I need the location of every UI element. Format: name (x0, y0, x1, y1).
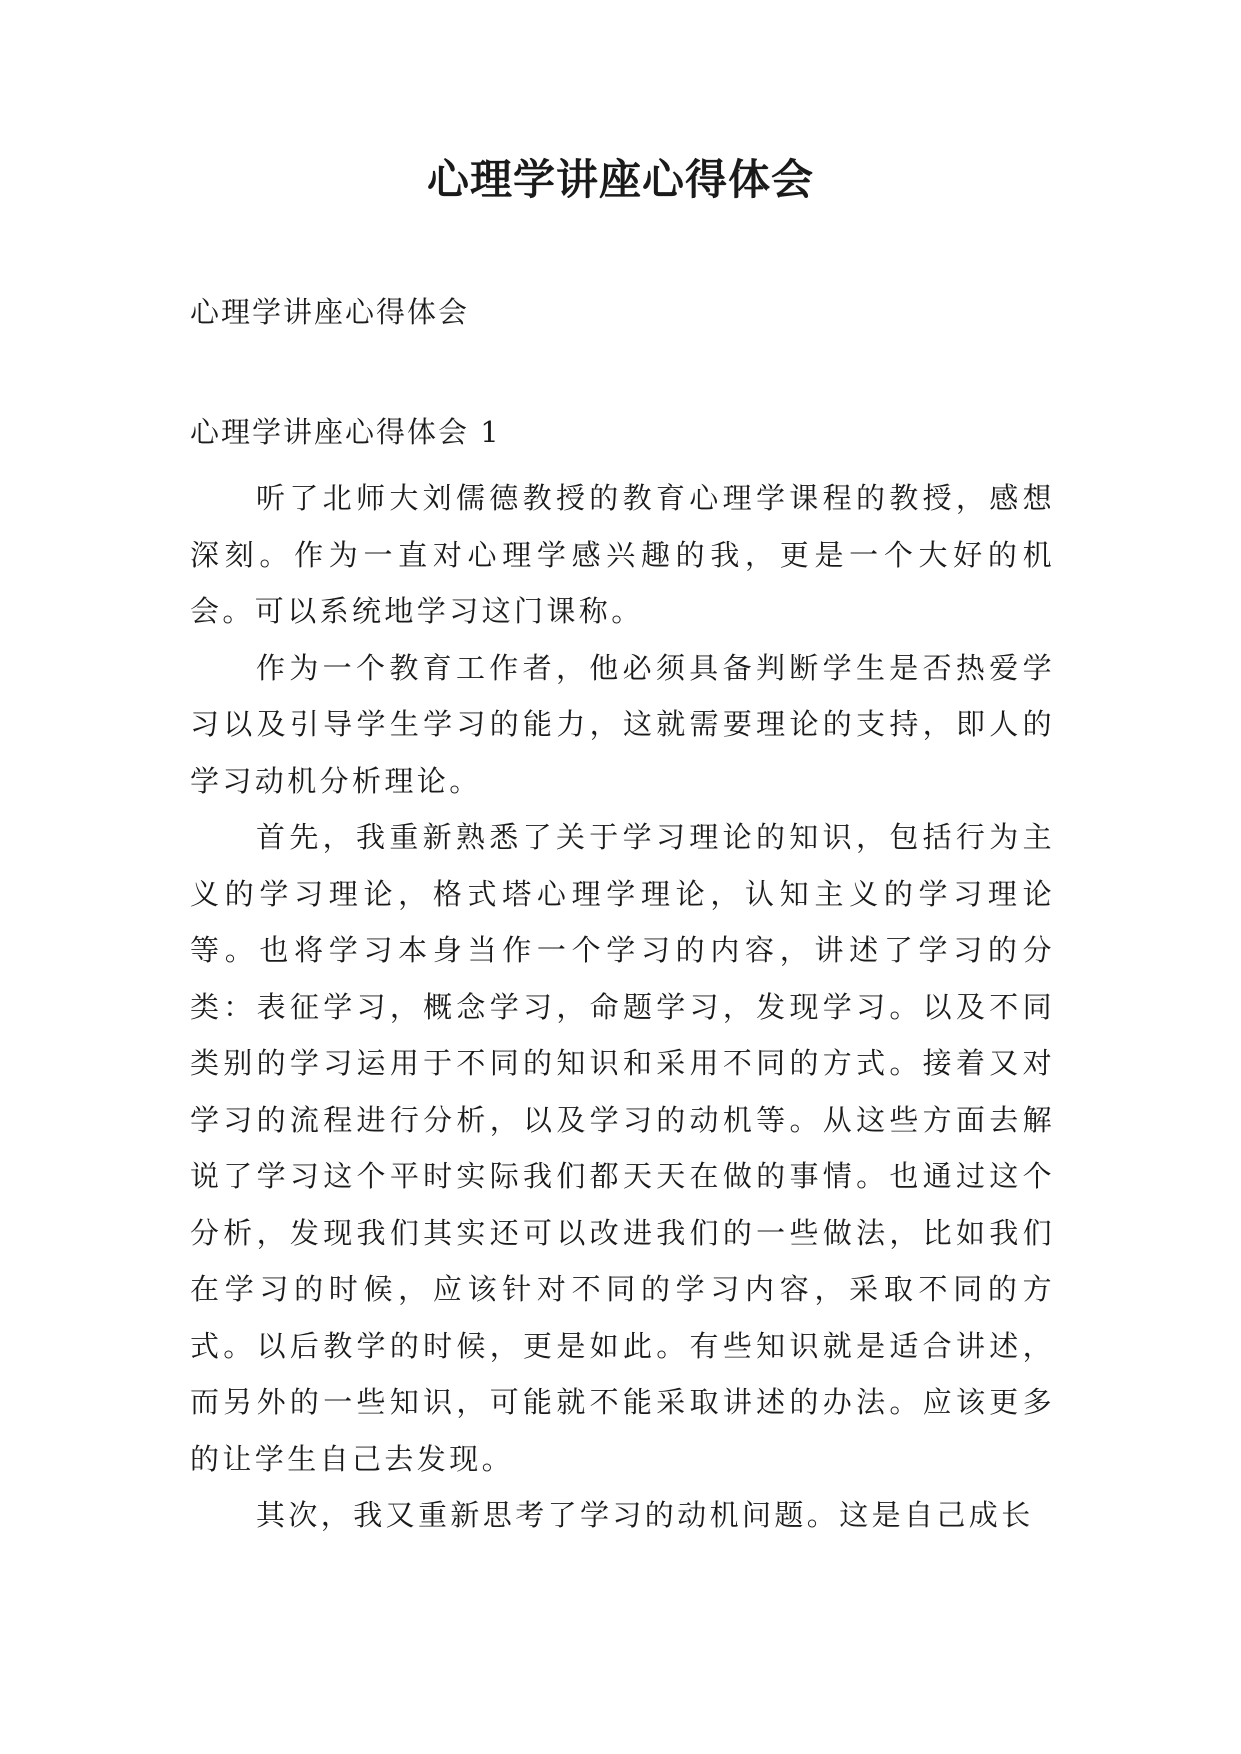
section-heading: 心理学讲座心得体会 1 (190, 415, 501, 449)
paragraph: 首先，我重新熟悉了关于学习理论的知识，包括行为主义的学习理论，格式塔心理学理论，认知主义的学习理论等。也将学习本身当作一个学习的内容，讲述了学习的分类：表征学习，概念学习，命题学习，发现学习。以及不同类别的学习运用于不同的知识和采用不同的方式。接着又对学习的流程进行分析，以及学习的动机等。从这些方面去解说了学习这个平时实际我们都天天在做的事情。也通过这个分析，发现我们其实还可以改进我们的一些做法，比如我们在学习的时候，应该针对不同的学习内容，采取不同的方式。以后教学的时候，更是如此。有些知识就是适合讲述，而另外的一些知识，可能就不能采取讲述的办法。应该更多的让学生自己去发现。 (190, 820, 1055, 1476)
paragraph: 作为一个教育工作者，他必须具备判断学生是否热爱学习以及引导学生学习的能力，这就需要理论的支持，即人的学习动机分析理论。 (190, 650, 1055, 798)
body-text (190, 470, 1055, 1544)
document-subtitle: 心理学讲座心得体会 (190, 295, 470, 329)
paragraph: 听了北师大刘儒德教授的教育心理学课程的教授，感想深刻。作为一直对心理学感兴趣的我，更是一个大好的机会。可以系统地学习这门课称。 (190, 481, 1055, 628)
paragraph: 其次，我又重新思考了学习的动机问题。这是自己成长 (256, 1498, 1034, 1532)
document-title: 心理学讲座心得体会 (426, 155, 814, 204)
